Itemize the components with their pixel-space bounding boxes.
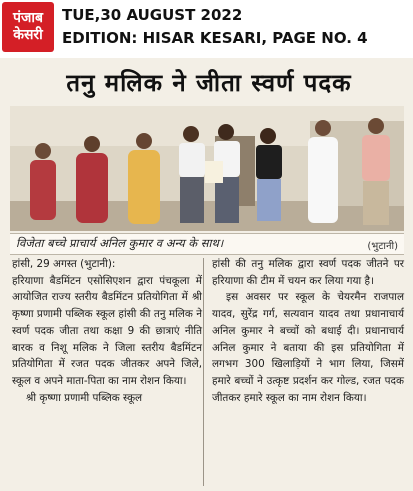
article-paragraph-3 — [212, 289, 404, 406]
article-paragraph-2-start — [12, 390, 202, 407]
article-paragraph-1: हरियाणा बैडमिंटन एसोसिएशन द्वारा पंचकूला में आयोजित राज्य स्तरीय बैडमिंटन प्रतियोगिता में श्री कृष्णा प्रणामी पब्लिक स्कूल हांसी की तनु मलिक ने स्वर्ण पदक जीता तथा कक्षा 9 की छात्राएं नीति बारक व निशू मलिक ने जिला स्तरीय बैडमिंटन प्रतियोगिता में रजत पदक जीतकर अपने जिले, स्कूल व अपने माता-पिता का नाम रोशन किया। — [12, 274, 202, 387]
dateline: हांसी, 29 अगस्त (भुटानी): — [12, 258, 116, 270]
article-paragraph-2-text: श्री कृष्णा प्रणामी पब्लिक स्कूल — [26, 391, 143, 404]
publication-date: TUE,30 AUGUST 2022 — [62, 6, 243, 24]
logo-line-1: पंजाब — [13, 10, 43, 26]
edition-info: EDITION: HISAR KESARI, PAGE NO. 4 — [62, 29, 368, 47]
article-column-right — [212, 256, 404, 406]
punjab-kesari-logo — [2, 2, 54, 52]
article-column-left — [12, 256, 202, 406]
logo-line-2: केसरी — [13, 27, 43, 43]
photo-credit: (भुटानी) — [367, 241, 398, 252]
article-paragraph-continued: हांसी की तनु मलिक द्वारा स्वर्ण पदक जीतने पर हरियाणा की टीम में चयन कर लिया गया है। — [212, 258, 404, 287]
clipping-header — [0, 0, 413, 58]
group-photo-illustration — [10, 106, 404, 231]
photo-caption: विजेता बच्चे प्राचार्य अनिल कुमार व अन्य के साथ। — [16, 236, 224, 250]
article-paragraph-3-text: इस अवसर पर स्कूल के चेयरमैन राजपाल यादव, सुरेंद्र गर्ग, सत्यवान यादव तथा प्रधानाचार्य अनिल कुमार ने बच्चों को बधाई दी। प्रधानाचार्य अनिल कुमार ने बताया की इस प्रतियोगिता में लगभग 300 खिलाड़ियों ने भाग लिया, जिसमें हमारे बच्चों ने उत्कृष्ट प्रदर्शन कर गोल्ड, रजत पदक जीतकर हमारे स्कूल का नाम रोशन किया। — [212, 291, 404, 404]
column-divider — [203, 258, 204, 486]
group-photo — [10, 106, 404, 231]
article-headline: तनु मलिक ने जीता स्वर्ण पदक — [66, 68, 352, 97]
photo-caption-bar — [10, 233, 404, 255]
